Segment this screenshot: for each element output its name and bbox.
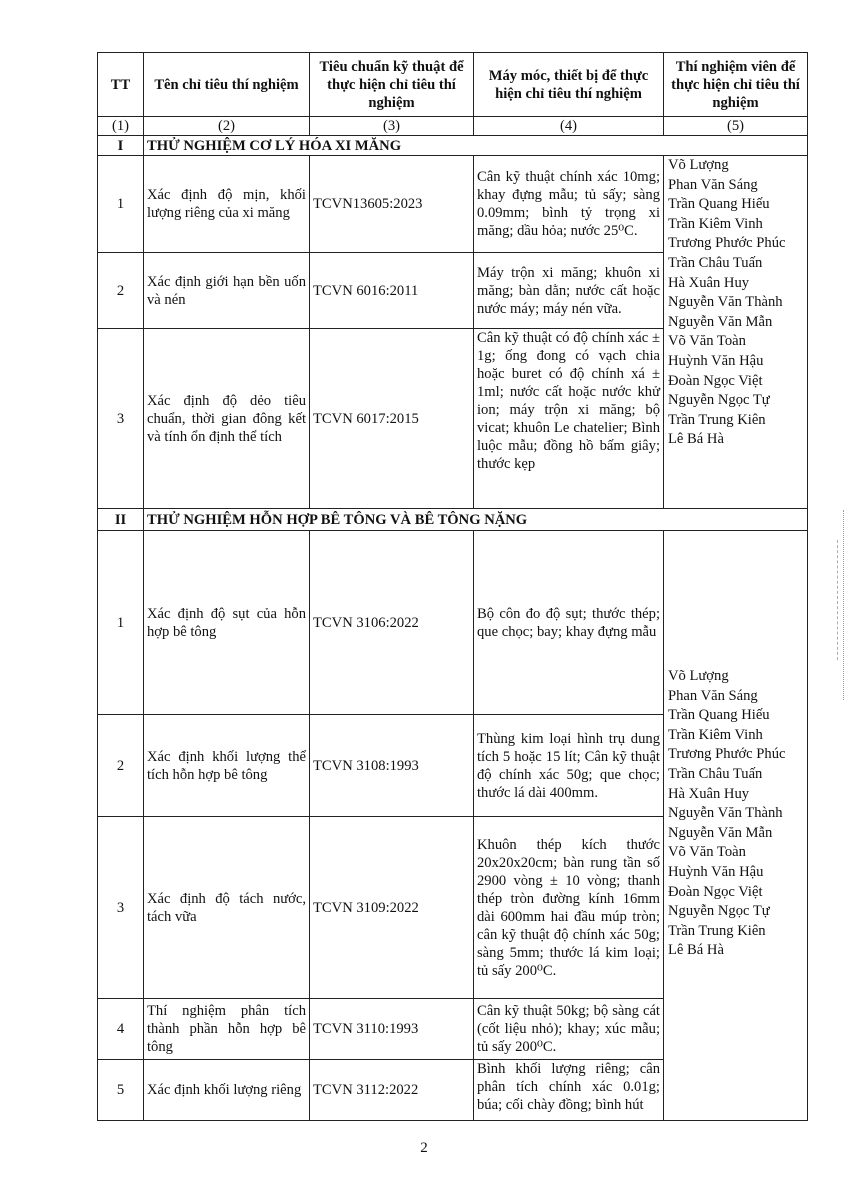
section-2-header: [98, 509, 808, 531]
section-2-staff-cell: [664, 531, 808, 1121]
staff-name: Trần Quang Hiếu: [668, 196, 770, 213]
row-name: Xác định khối lượng thể tích hỗn hợp bê tông: [144, 715, 310, 817]
staff-name: Huỳnh Văn Hậu: [668, 352, 764, 369]
scan-edge-mark: [834, 540, 838, 660]
row-standard: TCVN 3109:2022: [310, 817, 474, 999]
row-equipment: Khuôn thép kích thước 20x20x20cm; bàn rung tần số 2900 vòng ± 10 vòng; thanh thép tròn đường kính 16mm dài 600mm hai đầu múp tròn; cân kỹ thuật độ chính xác 50g; sàng 5mm; thước lá kim loại; tủ sấy 200⁰C.: [474, 817, 664, 999]
staff-name: Đoàn Ngọc Việt: [668, 883, 763, 900]
row-name: Xác định khối lượng riêng: [144, 1060, 310, 1121]
row-standard: TCVN 6017:2015: [310, 329, 474, 509]
row-tt: 4: [98, 999, 144, 1060]
table-row: [98, 531, 808, 715]
header-equipment: Máy móc, thiết bị để thực hiện chỉ tiêu thí nghiệm: [474, 53, 664, 117]
staff-name: Nguyễn Ngọc Tự: [668, 903, 770, 920]
row-standard: TCVN 3110:1993: [310, 999, 474, 1060]
row-equipment: Thùng kim loại hình trụ dung tích 5 hoặc 15 lít; Cân kỹ thuật độ chính xác 50g; que chọc; thước lá dài 400mm.: [474, 715, 664, 817]
staff-name: Lê Bá Hà: [668, 942, 724, 959]
staff-name: Huỳnh Văn Hậu: [668, 863, 764, 880]
col-number-3: (3): [310, 117, 474, 136]
staff-name: Võ Lượng: [668, 157, 729, 173]
row-standard: TCVN 3112:2022: [310, 1060, 474, 1121]
staff-name: Nguyễn Văn Thành: [668, 805, 783, 822]
col-number-5: (5): [664, 117, 808, 136]
row-standard: TCVN 3106:2022: [310, 531, 474, 715]
row-name: Xác định độ mịn, khối lượng riêng của xi măng: [144, 156, 310, 253]
staff-name: Đoàn Ngọc Việt: [668, 372, 763, 389]
row-equipment: Máy trộn xi măng; khuôn xi măng; bàn dằn; nước cất hoặc nước máy; máy nén vữa.: [474, 253, 664, 329]
row-equipment: Cân kỹ thuật chính xác 10mg; khay đựng mẫu; tủ sấy; sàng 0.09mm; bình tỷ trọng xi măng; dầu hỏa; nước 25⁰C.: [474, 156, 664, 253]
staff-name: Phan Văn Sáng: [668, 687, 758, 704]
staff-name: Võ Lượng: [668, 668, 729, 684]
staff-name: Phan Văn Sáng: [668, 176, 758, 193]
page-number: 2: [420, 1140, 428, 1156]
table-row: [98, 156, 808, 253]
staff-name: Nguyễn Văn Thành: [668, 294, 783, 311]
row-equipment: Bộ côn đo độ sụt; thước thép; que chọc; bay; khay đựng mẫu: [474, 531, 664, 715]
header-tt: TT: [98, 53, 144, 117]
section-2-number: II: [98, 509, 144, 531]
row-name: Xác định độ dẻo tiêu chuẩn, thời gian đông kết và tính ổn định thể tích: [144, 329, 310, 509]
row-name: Xác định độ tách nước, tách vữa: [144, 817, 310, 999]
row-standard: TCVN 3108:1993: [310, 715, 474, 817]
header-staff: Thí nghiệm viên để thực hiện chỉ tiêu thí nghiệm: [664, 53, 808, 117]
staff-name: Võ Văn Toàn: [668, 333, 746, 350]
staff-name: Hà Xuân Huy: [668, 785, 750, 802]
section-1-title: THỬ NGHIỆM CƠ LÝ HÓA XI MĂNG: [144, 136, 808, 156]
col-number-4: (4): [474, 117, 664, 136]
section-1-header: [98, 136, 808, 156]
row-tt: 1: [98, 531, 144, 715]
staff-name: Trần Châu Tuấn: [668, 254, 763, 271]
row-tt: 1: [98, 156, 144, 253]
staff-name: Trần Châu Tuấn: [668, 765, 763, 782]
staff-name: Trương Phước Phúc: [668, 746, 786, 763]
staff-name: Trần Trung Kiên: [668, 922, 766, 939]
staff-name: Trần Trung Kiên: [668, 411, 766, 428]
staff-name: Lê Bá Hà: [668, 431, 724, 448]
staff-name: Võ Văn Toàn: [668, 844, 746, 861]
staff-name: Hà Xuân Huy: [668, 274, 750, 291]
row-standard: TCVN 6016:2011: [310, 253, 474, 329]
staff-name: Trương Phước Phúc: [668, 235, 786, 252]
header-row: [98, 53, 808, 117]
row-equipment: Bình khối lượng riêng; cân phân tích chính xác 0.01g; búa; cối chày đồng; bình hút: [474, 1060, 664, 1121]
row-tt: 2: [98, 715, 144, 817]
row-name: Xác định độ sụt của hỗn hợp bê tông: [144, 531, 310, 715]
row-equipment: Cân kỹ thuật có độ chính xác ± 1g; ống đong có vạch chia hoặc buret có độ chính xá ± 1ml; nước cất hoặc nước khử ion; máy trộn xi măng; bộ vicat; khuôn Le chatelier; Bình luộc mẫu; đồng hồ bấm giây; thước kẹp: [474, 329, 664, 509]
row-tt: 3: [98, 817, 144, 999]
row-standard: TCVN13605:2023: [310, 156, 474, 253]
scan-edge-mark: [837, 510, 844, 700]
header-standard: Tiêu chuẩn kỹ thuật để thực hiện chỉ tiêu thí nghiệm: [310, 53, 474, 117]
staff-name: Nguyễn Văn Mẫn: [668, 824, 773, 841]
staff-name: Nguyễn Văn Mẫn: [668, 313, 773, 330]
col-number-2: (2): [144, 117, 310, 136]
row-tt: 5: [98, 1060, 144, 1121]
staff-name: Trần Quang Hiếu: [668, 707, 770, 724]
test-criteria-table: [97, 52, 808, 1121]
row-tt: 3: [98, 329, 144, 509]
staff-name: Trần Kiêm Vinh: [668, 215, 763, 232]
header-name: Tên chỉ tiêu thí nghiệm: [144, 53, 310, 117]
col-number-1: (1): [98, 117, 144, 136]
row-tt: 2: [98, 253, 144, 329]
row-name: Thí nghiệm phân tích thành phần hỗn hợp bê tông: [144, 999, 310, 1060]
section-2-title: THỬ NGHIỆM HỖN HỢP BÊ TÔNG VÀ BÊ TÔNG NẶNG: [144, 509, 808, 531]
row-equipment: Cân kỹ thuật 50kg; bộ sàng cát (cốt liệu nhỏ); khay; xúc mẫu; tủ sấy 200⁰C.: [474, 999, 664, 1060]
staff-name: Trần Kiêm Vinh: [668, 726, 763, 743]
row-name: Xác định giới hạn bền uốn và nén: [144, 253, 310, 329]
column-number-row: [98, 117, 808, 136]
section-1-number: I: [98, 136, 144, 156]
section-1-staff-cell: [664, 156, 808, 509]
staff-name: Nguyễn Ngọc Tự: [668, 392, 770, 409]
